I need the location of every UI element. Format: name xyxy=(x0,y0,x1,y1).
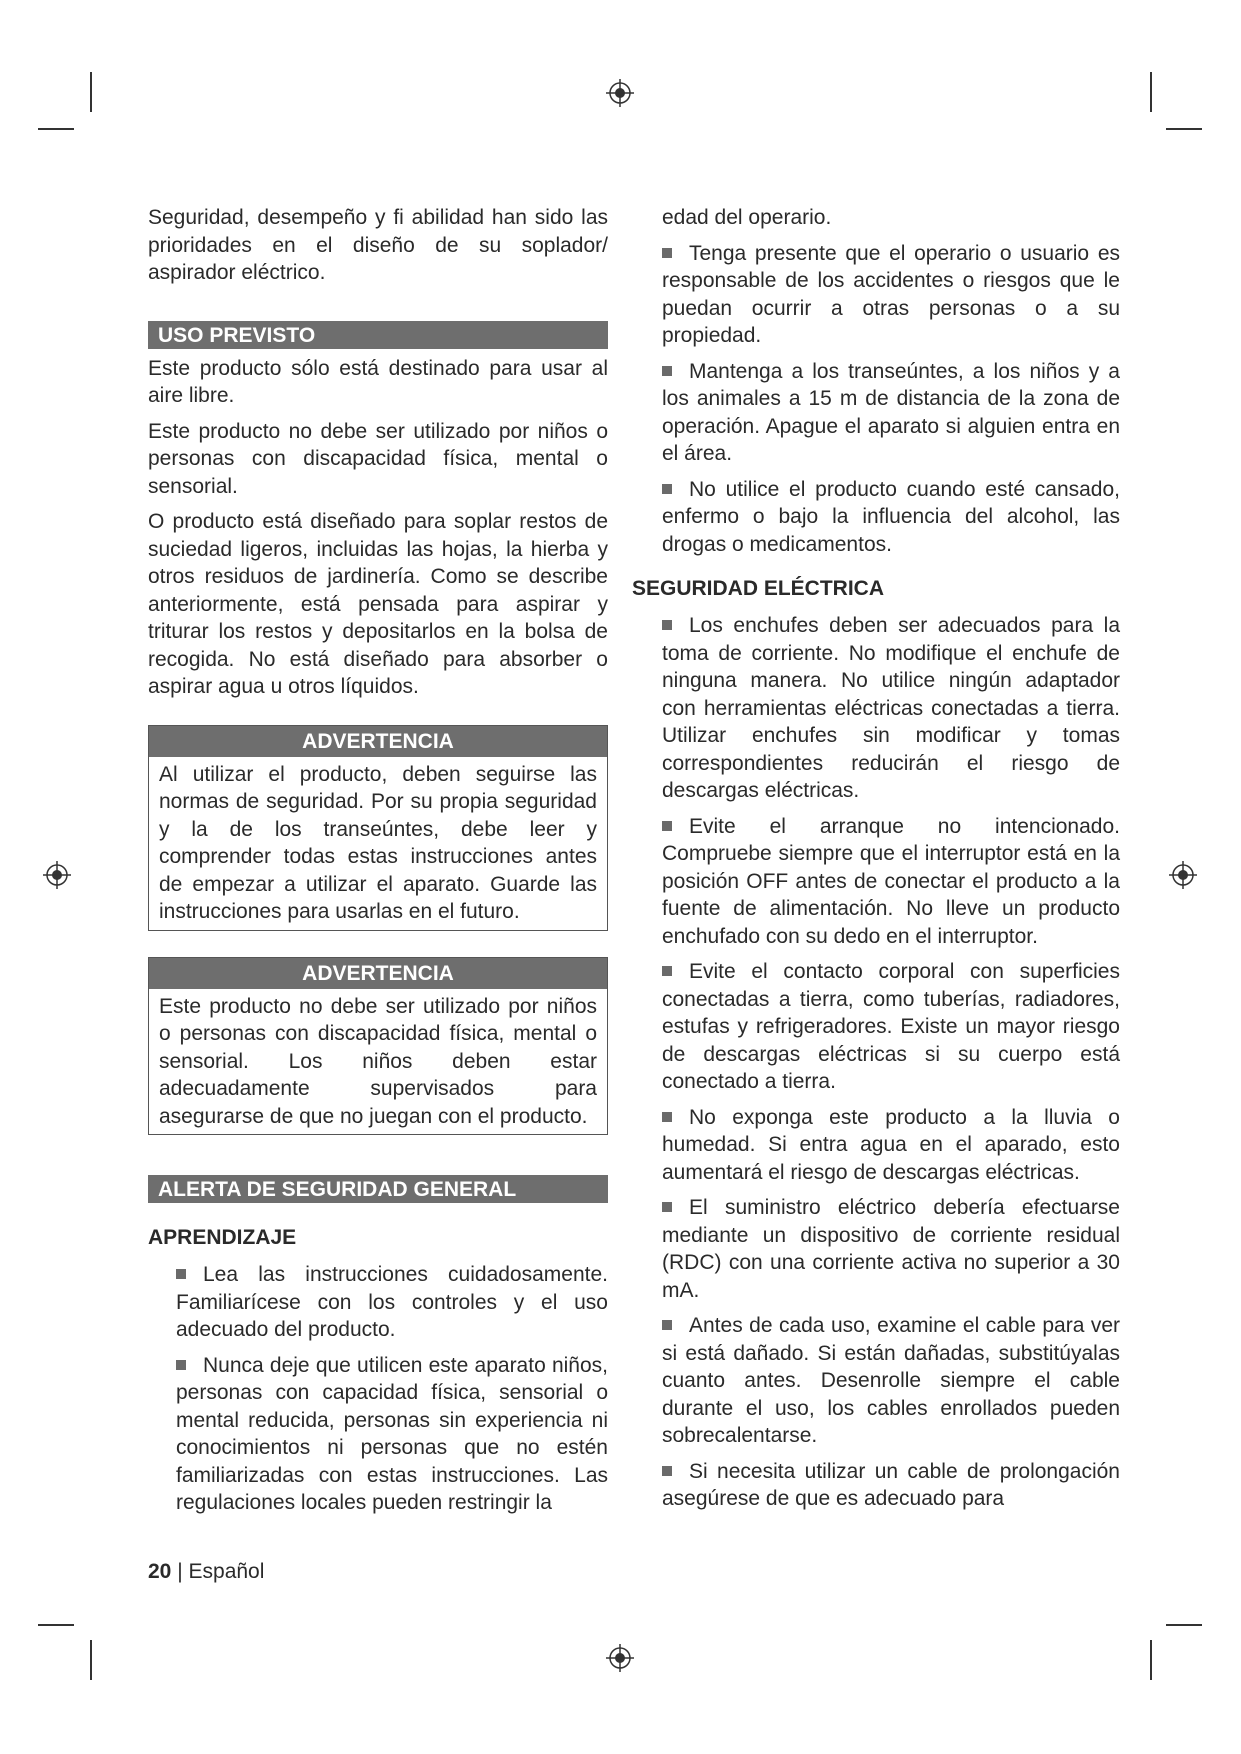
warning-box xyxy=(148,957,608,1136)
bullet-square-icon xyxy=(662,1320,672,1330)
paragraph: O producto está diseñado para soplar restos de suciedad ligeros, incluidas las hojas, la hierba y otros residuos de jardinería. Como se describe anteriormente, está pensada para aspirar y triturar los restos y depositarlos en la bolsa de recogida. No está diseñado para absorber o aspirar agua u otros líquidos. xyxy=(148,510,608,698)
crop-mark xyxy=(1166,128,1202,130)
bullet-square-icon xyxy=(662,966,672,976)
crop-mark xyxy=(90,72,92,112)
bullet-square-icon xyxy=(176,1269,186,1279)
bullet-item: Tenga presente que el operario o usuario es responsable de los accidentes o riesgos que le puedan ocurrir a otras personas o a su propiedad. xyxy=(662,241,1120,347)
paragraph: Este producto no debe ser utilizado por niños o personas con discapacidad física, mental o sensorial. xyxy=(148,419,608,498)
warning-header xyxy=(149,726,607,757)
bullet-item: Evite el contacto corporal con superficies conectadas a tierra, como tuberías, radiadores, estufas y refrigeradores. Existe un mayor riesgo de descargas eléctricas si su cuerpo está conectado a tierra. xyxy=(662,960,1120,1093)
right-column xyxy=(632,204,1120,1521)
subsection-title-aprendizaje: APRENDIZAJE xyxy=(148,1226,297,1249)
section-title-uso-previsto: USO PREVISTO xyxy=(148,321,608,349)
bullet-item: No exponga este producto a la lluvia o humedad. Si entra agua en el aparado, esto aumentará el riesgo de descargas eléctricas. xyxy=(662,1105,1120,1184)
bullet-square-icon xyxy=(662,821,672,831)
paragraph: Este producto sólo está destinado para usar al aire libre. xyxy=(148,356,608,407)
bullet-item: Nunca deje que utilicen este aparato niños, personas con capacidad física, sensorial o mental reducida, personas sin experiencia ni conocimientos ni personas que no estén familiarizadas con estas instrucciones. Las regulaciones locales pueden restringir la xyxy=(176,1353,608,1514)
warning-text: Al utilizar el producto, deben seguirse las normas de seguridad. Por su propia seguridad y la de los transeúntes, debe leer y comprender todas estas instrucciones antes de empezar a utilizar el aparato. Guarde las instrucciones para usarlas en el futuro. xyxy=(159,762,597,923)
intro-paragraph: Seguridad, desempeño y fi abilidad han sido las prioridades en el diseño de su soplador/ aspirador eléctrico. xyxy=(148,206,608,284)
bullet-item: Los enchufes deben ser adecuados para la toma de corriente. No modifique el enchufe de ninguna manera. No utilice ningún adaptador con herramientas eléctricas conectadas a tierra. Utilizar enchufes sin modificar y tomas correspondientes reducirán el riesgo de descargas eléctricas. xyxy=(662,614,1120,802)
bullet-item: Si necesita utilizar un cable de prolongación asegúrese de que es adecuado para xyxy=(662,1459,1120,1510)
bullet-square-icon xyxy=(662,1202,672,1212)
warning-title: ADVERTENCIA xyxy=(302,729,454,753)
bullet-square-icon xyxy=(662,1466,672,1476)
bullet-item: El suministro eléctrico debería efectuarse mediante un dispositivo de corriente residual (RDC) con una corriente activa no superior a 30 mA. xyxy=(662,1196,1120,1302)
section-title-alerta: ALERTA DE SEGURIDAD GENERAL xyxy=(148,1175,608,1203)
page-footer xyxy=(148,1560,264,1584)
bullet-square-icon xyxy=(662,484,672,494)
bullet-item: Lea las instrucciones cuidadosamente. Familiarícese con los controles y el uso adecuado del producto. xyxy=(176,1263,608,1341)
bullet-square-icon xyxy=(176,1360,186,1370)
registration-mark-icon xyxy=(42,860,72,890)
registration-mark-icon xyxy=(605,78,635,108)
bullet-item: Antes de cada uso, examine el cable para ver si está dañado. Si están dañadas, substitúyalas cuanto antes. Desenrolle siempre el cable durante el uso, los cables enrollados pueden sobrecalentarse. xyxy=(662,1314,1120,1447)
page-number: 20 xyxy=(148,1560,172,1583)
registration-mark-icon xyxy=(605,1643,635,1673)
bullet-square-icon xyxy=(662,248,672,258)
crop-mark xyxy=(38,1624,74,1626)
warning-text: Este producto no debe ser utilizado por niños o personas con discapacidad física, mental o sensorial. Los niños deben estar adecuadamente supervisados para asegurarse de que no juegan con el producto. xyxy=(159,994,597,1128)
continuation-text: edad del operario. xyxy=(662,206,832,229)
footer-separator: | xyxy=(177,1560,183,1583)
left-column xyxy=(148,204,608,1525)
bullet-item: Evite el arranque no intencionado. Compruebe siempre que el interruptor está en la posición OFF antes de conectar el producto a la fuente de alimentación. No lleve un producto enchufado con su dedo en el interruptor. xyxy=(662,814,1120,948)
bullet-item: No utilice el producto cuando esté cansado, enfermo o bajo la influencia del alcohol, las drogas o medicamentos. xyxy=(662,477,1120,556)
crop-mark xyxy=(1150,1640,1152,1680)
crop-mark xyxy=(90,1640,92,1680)
crop-mark xyxy=(1166,1624,1202,1626)
warning-title: ADVERTENCIA xyxy=(302,961,454,985)
registration-mark-icon xyxy=(1168,860,1198,890)
warning-box xyxy=(148,725,608,931)
crop-mark xyxy=(38,128,74,130)
bullet-square-icon xyxy=(662,620,672,630)
warning-header xyxy=(149,958,607,989)
footer-language: Español xyxy=(188,1560,265,1583)
bullet-item: Mantenga a los transeúntes, a los niños y a los animales a 15 m de distancia de la zona de operación. Apague el aparato si alguien entra en el área. xyxy=(662,359,1120,465)
bullet-square-icon xyxy=(662,1112,672,1122)
crop-mark xyxy=(1150,72,1152,112)
subsection-title-seguridad-electrica: SEGURIDAD ELÉCTRICA xyxy=(632,577,885,600)
bullet-square-icon xyxy=(662,366,672,376)
